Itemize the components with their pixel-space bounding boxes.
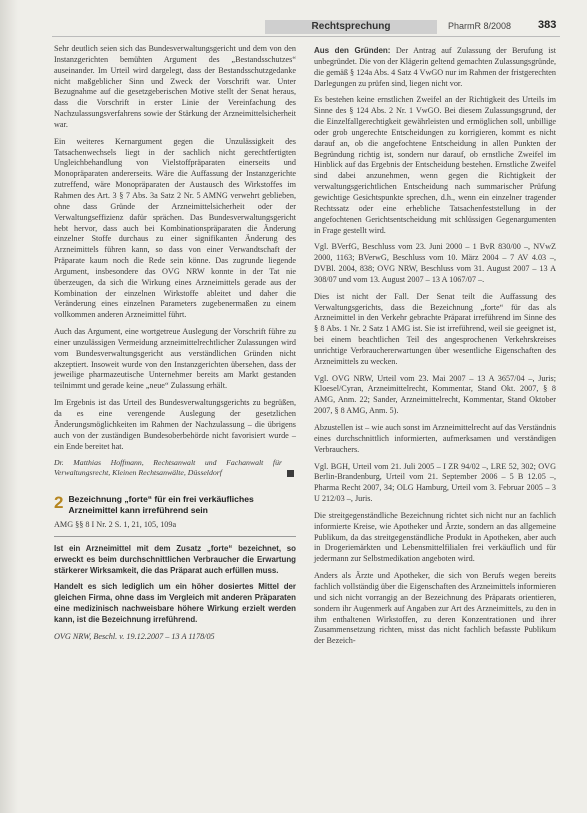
right-column — [314, 46, 556, 647]
section-number: 2 — [54, 493, 64, 513]
page-gutter-shadow — [0, 0, 18, 813]
paragraph: Dies ist nicht der Fall. Der Senat teilt die Auffassung des Verwaltungsgerichts, dass die Bezeichnung „forte“ für das als Arzneimittel in den Verkehr gebrachte Präparat irreführend im Sinne des § 8 Abs. 1 Nr. 2 Satz 1 AMG ist. Sie ist irreführend, weil sie geeignet ist, bei einem beachtlichen Teil des angesprochenen Verkehrskreises unrichtige Verbrauchererwartungen über wesentliche Eigenschaften des Arzneimittels zu wecken. — [314, 291, 556, 366]
author-line — [54, 458, 296, 478]
journal-name: PharmR 8/2008 — [448, 21, 512, 31]
headnote-paragraph: Ist ein Arzneimittel mit dem Zusatz „forte“ bezeichnet, so erweckt es beim durchschnittlichen Verbraucher die Erwartung stärkerer Wirksamkeit, die das Präparat auch erfüllen muss. — [54, 543, 296, 575]
headnote-paragraph: Handelt es sich lediglich um ein höher dosiertes Mittel der gleichen Firma, ohne dass im Vergleich mit anderen Präparaten eine medizinisch nachweisbare höhere Wirkung erzielt werden kann, ist die Bezeichnung irreführend. — [54, 582, 296, 624]
end-mark-icon — [287, 470, 294, 477]
author-text: Dr. Matthias Hoffmann, Rechtsanwalt und Fachanwalt für Verwaltungsrecht, Kleinen Rechtsanwälte, Düsseldorf — [54, 458, 282, 478]
paragraph: Auch das Argument, eine wortgetreue Auslegung der Vorschrift führe zu einer unzulässigen Vermeidung arzneimittelrechtlicher Zulassungen wird vom Bundesverwaltungsgericht aus verständlichen Gründen nicht akzeptiert. Insoweit wurde von den Instanzgerichten übersehen, dass der jeweilige pharmazeutische Unternehmer bereits am Markt gestanden teilnimmt und gerade keine „neue“ Zulassung erhält. — [54, 327, 296, 391]
paragraph: Sehr deutlich seien sich das Bundesverwaltungsgericht und dem von den Instanzgerichten bemühten Argument des „Bestandsschutzes“ auseinander. Im Urteil wird dargelegt, dass der Bestandsschutzgedanke nicht maßgeblicher Sinn und Zweck der Vorschrift war. Unter Bezugnahme auf die gesetzgeberischen Motive stellt der Senat heraus, dass die Vorschrift in erster Linie der Vereinfachung des Nachzulassungsverfahrens sowie der Stärkung der Arzneimittelsicherheit war. — [54, 44, 296, 129]
statute-citation: AMG §§ 8 I Nr. 2 S. 1, 21, 105, 109a — [54, 520, 177, 530]
paragraph: Anders als Ärzte und Apotheker, die sich von Berufs wegen bereits fachlich vollständig über die Eigenschaften des Arzneimittels informieren und sich nicht vorrangig an der Bezeichnung des Präparats orientieren, sondern ihr Augenmerk auf Angaben zur Art des Arzneimittels, zu den in ihm enthaltenen Wirkstoffen, zu deren Konzentrationen und ihrer Zusammensetzung richten, misst das nicht fachlich befasste Publikum der Bezeich- — [314, 571, 556, 646]
paragraph: Ein weiteres Kernargument gegen die Unzulässigkeit des Tatsachenwechsels liegt in der sachlich nicht gerechtfertigten Ungleichbehandlung von Vielstoffpräparaten einerseits und Monopräparaten andererseits. Wäre die Auffassung der Instanzgerichte zutreffend, wäre Monopräparaten der Austausch des Wirkstoffes im Rahmen des Art. 3 § 7 Abs. 3a Satz 2 Nr. 5 AMNG verwehrt geblieben, ohne dass Gründe der Arzneimittelsicherheit oder der Verwaltungseffizienz dafür sprächen. Das Bundesverwaltungsgericht hebt hervor, dass auch bei Kombinationspräparaten die Änderung einzelner Stoffe durchaus zu einer signifikanten Änderung des Arzneimittels führen kann, so dass von einer Verwandtschaft der Präparate kaum noch die Rede sein könne. Das zugrunde liegende Argument, insbesondere das OVG NRW konnte in der Tat nie überzeugen, da sich die Wirkung eines Arzneimittels gerade aus der Kombination der einzelnen Wirkstoffe ableitet und daher die Veränderung eines einzelnen Parameters zugebenermaßen zu einem vollkommen anderen Arzneimittel führt. — [54, 136, 296, 320]
section-title: Rechtsprechung — [311, 21, 391, 32]
section-heading-block — [54, 494, 296, 515]
paragraph: Es bestehen keine ernstlichen Zweifel an der Richtigkeit des Urteils im Sinne des § 124 Abs. 2 Nr. 1 VwGO. Bei diesem Zulassungsgrund, der die Einzelfallgerechtigkeit gewährleisten und ermöglichen soll, unbillige oder grob ungerechte Entscheidungen zu korrigieren, kommt es nicht darauf an, ob die angefochtene Entscheidung in allen Punkten der Begründung richtig ist, sondern nur darauf, ob ernstliche Zweifel im Hinblick auf das Ergebnis der Entscheidung bestehen. Ernstliche Zweifel sind dabei anzunehmen, wenn gegen die Richtigkeit der verwaltungsgerichtlichen Entscheidung nach summarischer Prüfung gewichtige Gesichtspunkte sprechen, d.h., wenn ein einzelner tragender Rechtssatz oder eine erhebliche Tatsachenfeststellung in der angefochtenen Gerichtsentscheidung mit schlüssigen Gegenargumenten in Frage gestellt wird. — [314, 95, 556, 235]
page-number: 383 — [538, 19, 557, 31]
paragraph: Aus den Gründen: Der Antrag auf Zulassung der Berufung ist unbegründet. Die von der Klägerin geltend gemachten Zulassungsgründe, die gemäß § 124a Abs. 4 Satz 4 VwGO nur im Rahmen der fristgerechten Darlegungen zu prüfen sind, liegen nicht vor. — [314, 46, 556, 88]
header-rule — [52, 36, 560, 37]
left-column — [54, 44, 296, 649]
paragraph: Abzustellen ist – wie auch sonst im Arzneimittelrecht auf das Verständnis eines durchschnittlich informierten, aufmerksamen und verständigen Verbrauchers. — [314, 423, 556, 454]
paragraph: Die streitgegenständliche Bezeichnung richtet sich nicht nur an fachlich informierte Kreise, wie Apotheker und Ärzte, sondern an das allgemeine Publikum, da das streitgegenständliche Produkt in Apotheken, aber auch in Drogeriemärkten und Lebensmittelfilialen frei verkäuflich und für jedermann zur Selbstmedikation angeboten wird. — [314, 510, 556, 564]
court-citation: OVG NRW, Beschl. v. 19.12.2007 – 13 A 1178/05 — [54, 631, 215, 641]
paragraph: Im Ergebnis ist das Urteil des Bundesverwaltungsgerichts zu begrüßen, da es eine verengende Auslegung der gesetzlichen Änderungsmöglichkeiten im Rahmen der Nachzulassung – die übrigens auch von der zuständigen Bundesoberbehörde nicht favorisiert wurde – ein Ende bereitet hat. — [54, 398, 296, 451]
lead-in-label: Aus den Gründen: — [314, 46, 391, 55]
paragraph: Vgl. BGH, Urteil vom 21. Juli 2005 – I ZR 94/02 –, LRE 52, 302; OVG Berlin-Brandenburg, Urteil vom 21. September 2006 – 5 B 12.05 –, Pharma Recht 2007, 34; OLG Hamburg, Urteil vom 3. Februar 2005 – 3 U 212/03 –, Juris. — [314, 461, 556, 504]
paragraph: Vgl. BVerfG, Beschluss vom 23. Juni 2000 – 1 BvR 830/00 –, NVwZ 2000, 1163; BVerwG, Beschluss vom 10. März 2004 – 7 AV 4.03 –, DVBl. 2004, 838; OVG NRW, Beschluss vom 31. August 2007 – 13 A 308/07 und vom 13. August 2007 – 13 A 1067/07 –. — [314, 242, 556, 284]
paragraph: Vgl. OVG NRW, Urteil vom 23. Mai 2007 – 13 A 3657/04 –, Juris; Kloesel/Cyran, Arzneimittelrecht, Kommentar, Stand Okt. 2007, § 8 AMG, Anm. 22; Sander, Arzneimittelrecht, Kommentar, Stand Oktober 2007, § 8 AMG, Anm. 5). — [314, 373, 556, 416]
citation-rule — [54, 536, 296, 537]
section-heading: Bezeichnung „forte“ für ein frei verkäufliches Arzneimittel kann irreführend sein — [68, 494, 254, 515]
